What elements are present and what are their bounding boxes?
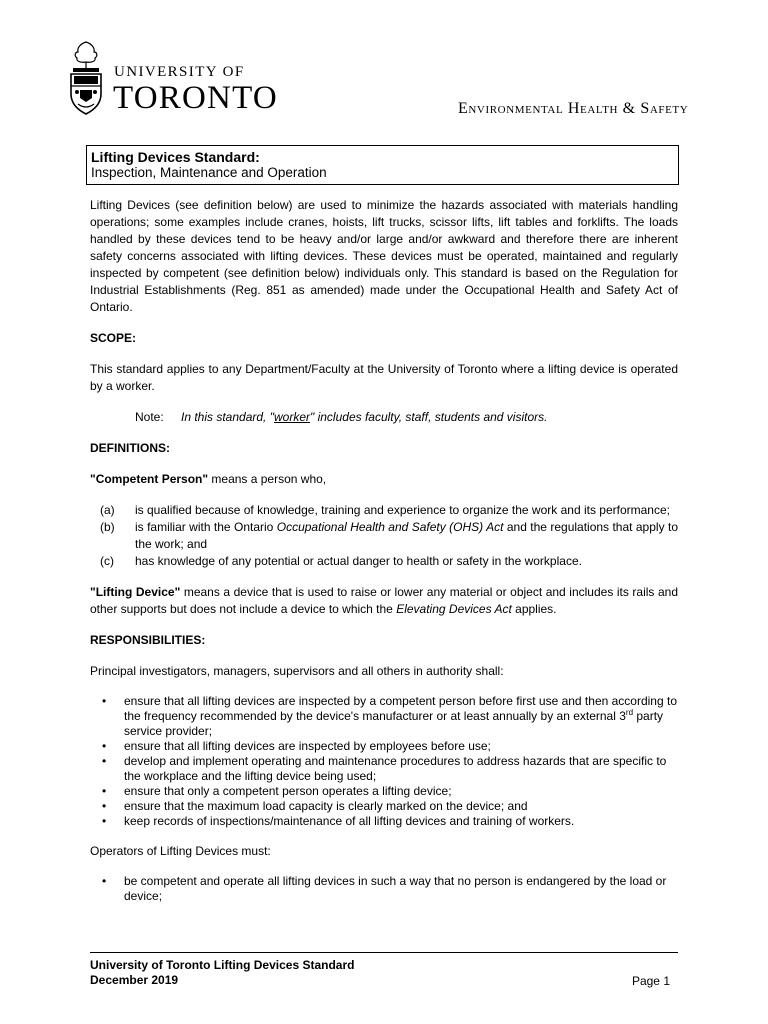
definition-label: (a) bbox=[100, 503, 115, 517]
competent-definition bbox=[90, 471, 678, 488]
competent-term: "Competent Person" bbox=[90, 472, 209, 486]
scope-note bbox=[90, 409, 678, 426]
page-header bbox=[66, 40, 706, 120]
note-term: worker bbox=[273, 410, 310, 424]
org-name-main: TORONTO bbox=[113, 80, 278, 116]
list-item: • develop and implement operating and maintenance procedures to address hazards that are specific to the workplace and the lifting device being used; bbox=[90, 754, 678, 784]
bullet-icon: • bbox=[102, 694, 107, 708]
bullet-icon: • bbox=[102, 814, 107, 828]
list-item: • keep records of inspections/maintenance of all lifting devices and training of workers. bbox=[90, 814, 678, 829]
org-name-top: UNIVERSITY OF bbox=[114, 64, 245, 80]
document-body bbox=[90, 197, 678, 904]
definition-list bbox=[90, 502, 678, 570]
note-post: " includes faculty, staff, students and visitors. bbox=[310, 410, 548, 424]
list-item: • ensure that only a competent person operates a lifting device; bbox=[90, 784, 678, 799]
document-title: Lifting Devices Standard: bbox=[91, 149, 260, 165]
definition-text: has knowledge of any potential or actual danger to health or safety in the workplace. bbox=[135, 554, 582, 568]
bullet-icon: • bbox=[102, 754, 107, 768]
definition-item bbox=[90, 519, 678, 553]
page-number: Page 1 bbox=[631, 974, 670, 988]
footer-title: University of Toronto Lifting Devices Standard bbox=[90, 958, 355, 972]
bullet-icon: • bbox=[102, 784, 107, 798]
intro-paragraph: Lifting Devices (see definition below) are used to minimize the hazards associated with materials handling operations; some examples include cranes, hoists, lift trucks, scissor lifts, lift tables and forklifts. The loads handled by these devices tend to be heavy and/or large and/or awkward and therefore there are inherent safety concerns associated with lifting devices. These devices must be operated, maintained and regularly inspected by competent (see definition below) individuals only. This standard is based on the Regulation for Industrial Establishments (Reg. 851 as amended) made under the Occupational Health and Safety Act of Ontario. bbox=[90, 198, 678, 314]
department-name: Environmental Health & Safety bbox=[458, 100, 689, 117]
definition-text: is qualified because of knowledge, training and experience to organize the work and its performance; bbox=[135, 503, 670, 517]
note-label: Note: bbox=[135, 410, 164, 424]
bullet-icon: • bbox=[102, 874, 107, 888]
competent-rest: means a person who, bbox=[208, 472, 327, 486]
list-item: • be competent and operate all lifting devices in such a way that no person is endangered by the load or device; bbox=[90, 874, 678, 904]
responsibilities-heading: RESPONSIBILITIES: bbox=[90, 633, 206, 647]
note-pre: In this standard, " bbox=[181, 410, 274, 424]
lifting-term: "Lifting Device" bbox=[90, 585, 181, 599]
operators-intro: Operators of Lifting Devices must: bbox=[90, 844, 271, 858]
document-title-box bbox=[86, 145, 679, 185]
definition-label: (c) bbox=[100, 554, 114, 568]
list-item: • ensure that all lifting devices are inspected by a competent person before first use and then according to the frequency recommended by the device's manufacturer or at least annually by an external 3rd party service provider; bbox=[90, 694, 678, 739]
responsibilities-list bbox=[90, 694, 678, 829]
list-item: • ensure that the maximum load capacity is clearly marked on the device; and bbox=[90, 799, 678, 814]
definitions-heading: DEFINITIONS: bbox=[90, 441, 170, 455]
bullet-icon: • bbox=[102, 799, 107, 813]
list-item: • ensure that all lifting devices are inspected by employees before use; bbox=[90, 739, 678, 754]
bullet-icon: • bbox=[102, 739, 107, 753]
definition-item bbox=[90, 553, 678, 570]
footer-date: December 2019 bbox=[90, 973, 179, 987]
definition-label: (b) bbox=[100, 520, 115, 534]
definition-text: is familiar with the Ontario Occupational Health and Safety (OHS) Act and the regulations that apply to the work; and bbox=[135, 520, 678, 551]
operators-list bbox=[90, 874, 678, 904]
page-footer bbox=[90, 958, 678, 988]
scope-text: This standard applies to any Department/Faculty at the University of Toronto where a lifting device is operated by a worker. bbox=[90, 362, 678, 393]
lifting-device-definition: "Lifting Device" means a device that is used to raise or lower any material or object and includes its rails and other supports but does not include a device to which the Elevating Devices Act applies. bbox=[90, 585, 678, 616]
responsibilities-intro: Principal investigators, managers, supervisors and all others in authority shall: bbox=[90, 664, 504, 678]
scope-heading: SCOPE: bbox=[90, 331, 137, 345]
document-subtitle: Inspection, Maintenance and Operation bbox=[91, 165, 327, 180]
footer-divider bbox=[90, 952, 678, 953]
university-crest-icon bbox=[66, 40, 106, 116]
definition-item bbox=[90, 502, 678, 519]
